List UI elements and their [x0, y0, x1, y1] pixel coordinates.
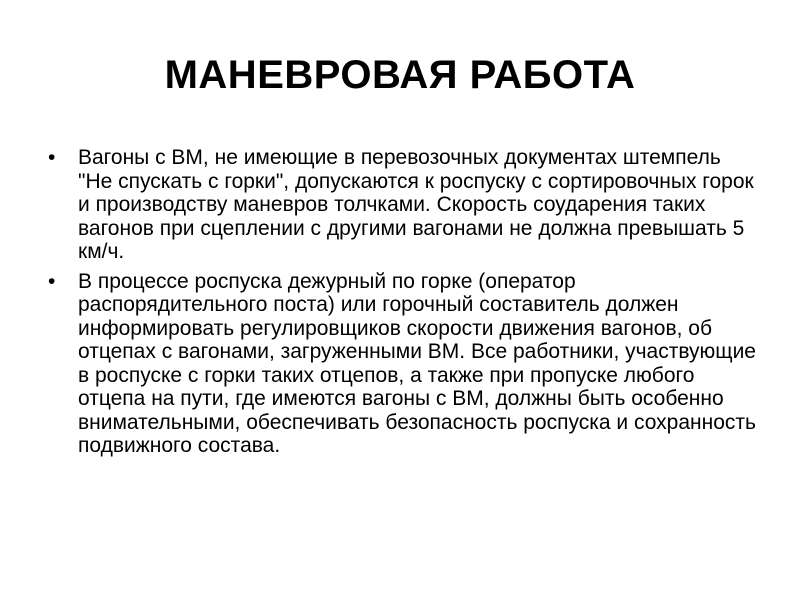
bullet-item: [48, 270, 758, 458]
slide-title: МАНЕВРОВАЯ РАБОТА: [164, 53, 636, 97]
bullet-text: Вагоны с ВМ, не имеющие в перевозочных документах штемпель "Не спускать с горки", допускаются к роспуску с сортировочных горок и производству маневров толчками. Скорость соударения таких вагонов при сцеплении с другими вагонами не должна превышать 5 км/ч.: [78, 146, 754, 263]
bullet-dot-icon: •: [48, 146, 56, 169]
bullet-dot-icon: •: [48, 269, 56, 293]
bullet-list: [48, 146, 758, 464]
bullet-item: [48, 146, 758, 264]
bullet-text: В процессе роспуска дежурный по горке (оператор распорядительного поста) или горочный составитель должен информировать регулировщиков скорости движения вагонов, об отцепах с вагонами, загруженными ВМ. Все работники, участвующие в роспуске с горки таких отцепов, а также при пропуске любого отцепа на пути, где имеются вагоны с ВМ, должны быть особенно внимательными, обеспечивать безопасность роспуска и сохранность подвижного состава.: [78, 269, 756, 457]
